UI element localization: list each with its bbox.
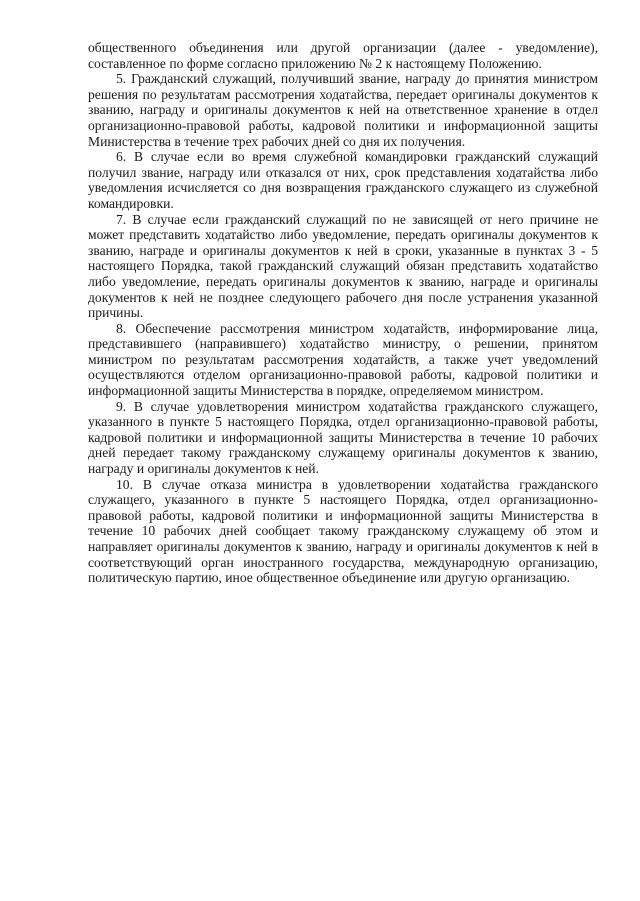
paragraph-6: 6. В случае если во время служебной командировки гражданский служащий получил звание, награду или отказался от них, срок представления ходатайства либо уведомления исчисляется со дня возвращения гражданского служащего из служебной командировки. xyxy=(88,149,598,211)
paragraph-7: 7. В случае если гражданский служащий по не зависящей от него причине не может представить ходатайство либо уведомление, передать оригиналы документов к званию, награде и оригиналы документов к ней в сроки, указанные в пунктах 3 - 5 настоящего Порядка, такой гражданский служащий обязан представить ходатайство либо уведомление, передать оригиналы документов к званию, награде и оригиналы документов к ней не позднее следующего рабочего дня после устранения указанной причины. xyxy=(88,211,598,321)
document-body xyxy=(88,40,598,586)
paragraph-9: 9. В случае удовлетворения министром ходатайства гражданского служащего, указанного в пункте 5 настоящего Порядка, отдел организационно-правовой работы, кадровой политики и информационной защиты Министерства в течение 10 рабочих дней передает такому гражданскому служащему оригиналы документов к званию, награду и оригиналы документов к ней. xyxy=(88,398,598,477)
paragraph-8: 8. Обеспечение рассмотрения министром ходатайств, информирование лица, представившего (направившего) ходатайство министру, о решении, принятом министром по результатам рассмотрения ходатайств, а также учет уведомлений осуществляются отделом организационно-правовой работы, кадровой политики и информационной защиты Министерства в порядке, определяемом министром. xyxy=(88,320,598,399)
paragraph-continuation: общественного объединения или другой организации (далее - уведомление), составленное по форме согласно приложению № 2 к настоящему Положению. xyxy=(88,40,598,71)
paragraph-10: 10. В случае отказа министра в удовлетворении ходатайства гражданского служащего, указанного в пункте 5 настоящего Порядка, отдел организационно-правовой работы, кадровой политики и информационной защиты Министерства в течение 10 рабочих дней сообщает такому гражданскому служащему об этом и направляет оригиналы документов к званию, награду и оригиналы документов к ней в соответствующий орган иностранного государства, международную организацию, политическую партию, иное общественное объединение или другую организацию. xyxy=(88,476,598,586)
paragraph-5: 5. Гражданский служащий, получивший звание, награду до принятия министром решения по результатам рассмотрения ходатайства, передает оригиналы документов к званию, награду и оригиналы документов к ней на ответственное хранение в отдел организационно-правовой работы, кадровой политики и информационной защиты Министерства в течение трех рабочих дней со дня их получения. xyxy=(88,71,598,149)
